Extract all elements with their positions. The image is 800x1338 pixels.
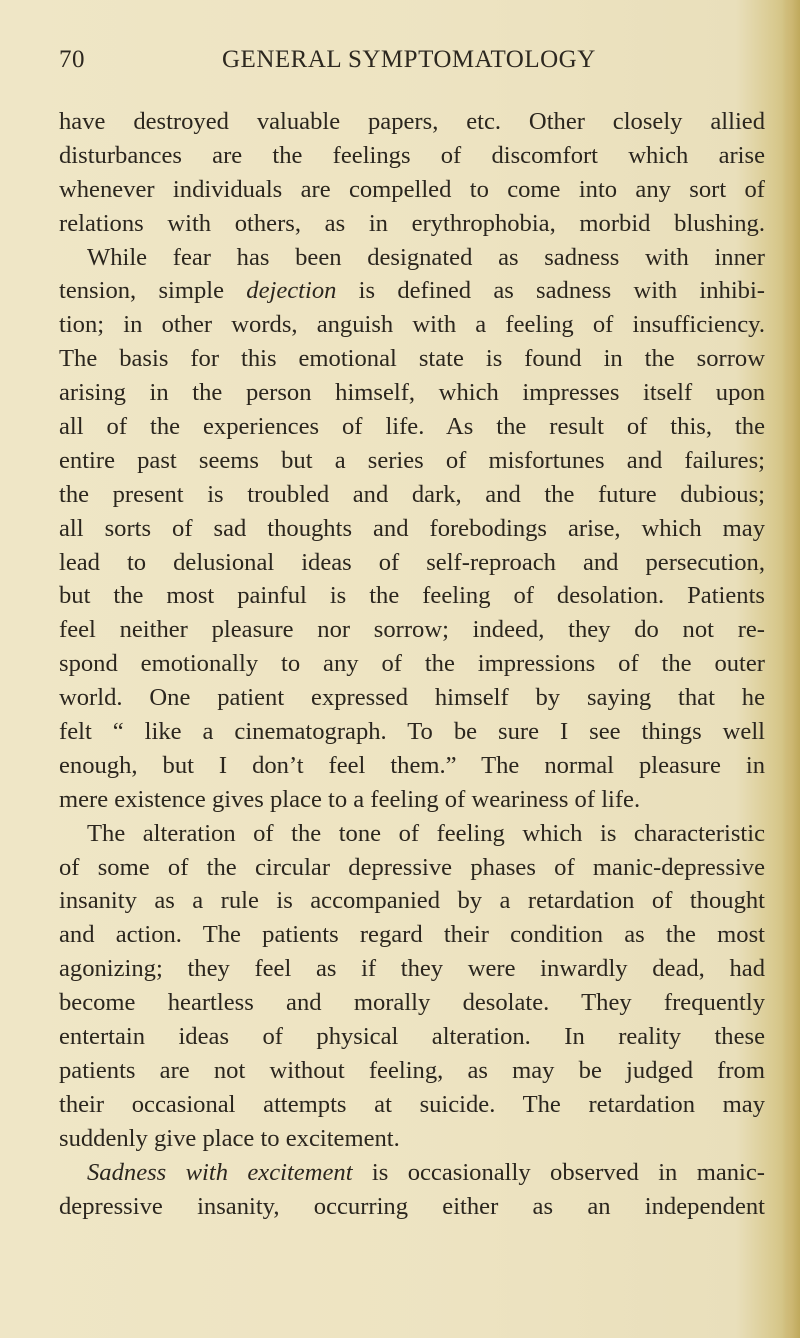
text-line: have destroyed valuable papers, etc. Other closely allied <box>59 108 765 135</box>
text-line: become heartless and morally desolate. They frequently <box>59 989 765 1017</box>
text-line: the present is troubled and dark, and the future dubious; <box>59 480 765 508</box>
running-head <box>59 46 749 80</box>
text-line: The alteration of the tone of feeling which is characteristic <box>87 819 765 847</box>
text-line: agonizing; they feel as if they were inwardly dead, had <box>59 955 765 983</box>
text-line <box>59 1156 765 1190</box>
text-line: lead to delusional ideas of self-reproach and persecution, <box>59 548 765 576</box>
text-line: The basis for this emotional state is found in the sorrow <box>59 345 765 373</box>
text-line: depressive insanity, occurring either as an independent <box>59 1192 765 1220</box>
text-line: arising in the person himself, which impresses itself upon <box>59 379 765 407</box>
text-line: world. One patient expressed himself by saying that he <box>59 684 765 712</box>
text-line: but the most painful is the feeling of desolation. Patients <box>59 582 765 610</box>
text-line: feel neither pleasure nor sorrow; indeed, they do not re- <box>59 616 765 644</box>
text-run: tension, simple <box>59 277 247 305</box>
text-line: tion; in other words, anguish with a feeling of insufficiency. <box>59 311 765 339</box>
text-line: suddenly give place to excitement. <box>59 1124 400 1152</box>
text-line: insanity as a rule is accompanied by a retardation of thought <box>59 887 765 915</box>
text-line: whenever individuals are compelled to come into any sort of <box>59 175 765 203</box>
text-line: felt “ like a cinematograph. To be sure I see things well <box>59 718 765 746</box>
text-line: spond emotionally to any of the impressions of the outer <box>59 650 765 678</box>
text-run: is occasionally observed in manic- <box>352 1158 765 1186</box>
text-line <box>59 274 765 308</box>
text-line: patients are not without feeling, as may be judged from <box>59 1056 765 1084</box>
text-line: relations with others, as in erythrophobia, morbid blushing. <box>59 209 765 237</box>
text-line: of some of the circular depressive phases of manic-depressive <box>59 853 765 881</box>
text-line: enough, but I don’t feel them.” The normal pleasure in <box>59 751 765 779</box>
emphasis-term: dejection <box>246 277 337 305</box>
text-line: entertain ideas of physical alteration. In reality these <box>59 1023 765 1051</box>
text-line: all sorts of sad thoughts and forebodings arise, which may <box>59 514 765 542</box>
body-text <box>59 105 765 1223</box>
text-line: entire past seems but a series of misfortunes and failures; <box>59 446 765 474</box>
page-number: 70 <box>59 46 85 73</box>
text-line: disturbances are the feelings of discomfort which arise <box>59 141 765 169</box>
running-title: GENERAL SYMPTOMATOLOGY <box>222 46 596 73</box>
text-run: is defined as sadness with inhibi- <box>336 277 765 305</box>
text-line: While fear has been designated as sadness with inner <box>87 243 765 271</box>
text-line: all of the experiences of life. As the result of this, the <box>59 413 765 441</box>
text-line: their occasional attempts at suicide. The retardation may <box>59 1090 765 1118</box>
emphasis-term: Sadness with excitement <box>87 1158 353 1186</box>
page-edge-shadow <box>782 0 800 1338</box>
text-line: mere existence gives place to a feeling of weariness of life. <box>59 785 641 813</box>
text-line: and action. The patients regard their condition as the most <box>59 921 765 949</box>
